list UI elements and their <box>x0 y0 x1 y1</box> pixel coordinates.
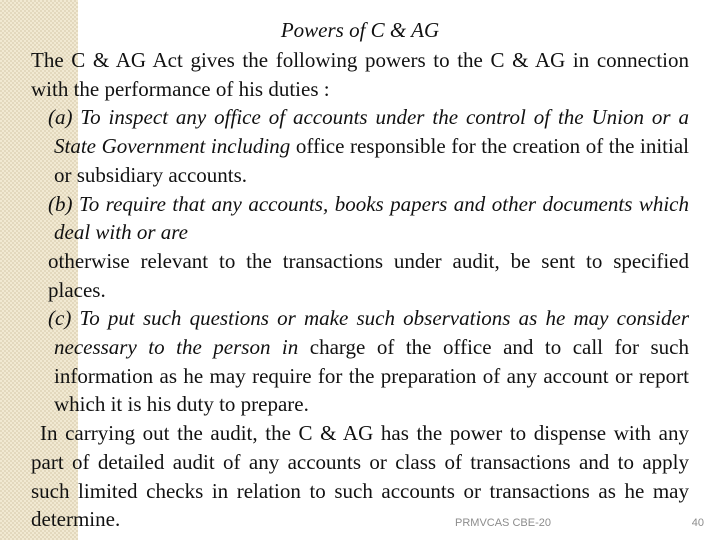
item-a-marker: (a) <box>48 105 73 130</box>
page-number: 40 <box>691 517 704 529</box>
list-item-a <box>31 103 689 189</box>
item-b-italic-text: To require that any accounts, books papers and other documents which deal with or are <box>54 191 689 245</box>
item-b-text: otherwise relevant to the transactions under audit, be sent to specified places. <box>48 248 689 302</box>
item-c-text: charge of the office and to call for such information as he may require for the preparation of any account or report which it is his duty to prepare. <box>54 335 689 417</box>
slide-body <box>31 46 689 534</box>
list-item-b <box>31 190 689 305</box>
slide-title: Powers of C & AG <box>280 18 440 42</box>
item-a-italic-text: To inspect any office of accounts under the control of the Union or a State Government including <box>54 105 689 159</box>
item-c-marker: (c) <box>48 306 72 331</box>
footer-text: PRMVCAS CBE-20 <box>455 517 551 529</box>
item-a-text: office responsible for the creation of the initial or subsidiary accounts. <box>54 134 689 187</box>
item-c-italic-text: To put such questions or make such observations as he may consider necessary to the person in <box>54 306 689 360</box>
intro-paragraph: The C & AG Act gives the following powers to the C & AG in connection with the performance of his duties : <box>31 48 689 101</box>
item-b-marker: (b) <box>48 191 73 216</box>
closing-paragraph: In carrying out the audit, the C & AG has the power to dispense with any part of detailed audit of any accounts or class of transactions and to apply such limited checks in relation to such accounts or transactions as he may determine. <box>31 421 689 532</box>
list-item-c <box>31 304 689 419</box>
